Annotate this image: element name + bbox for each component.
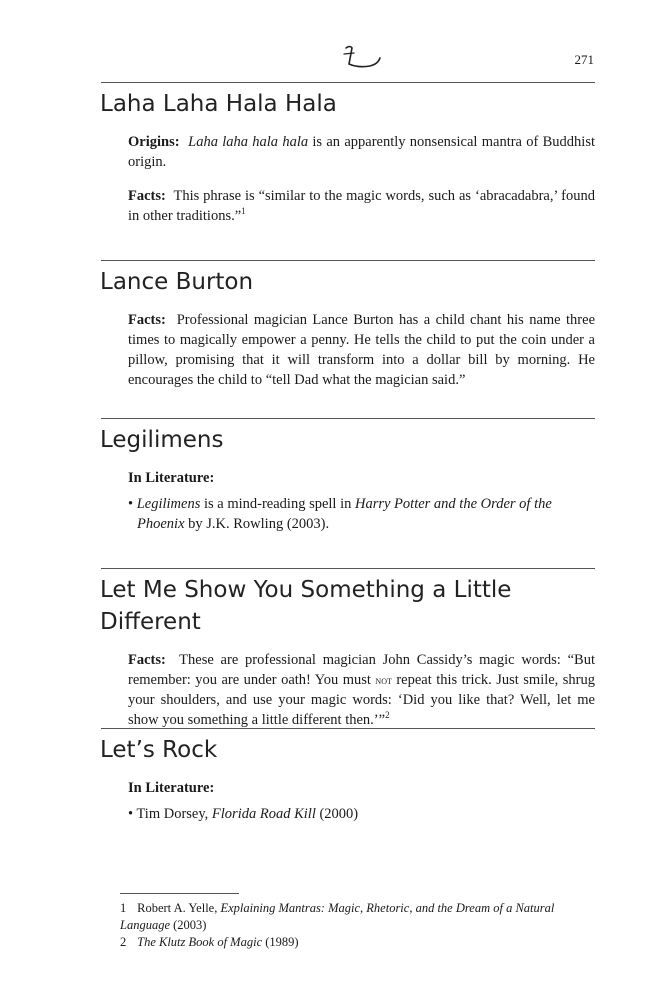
book-title: Harry Potter and the Order of the Phoenix xyxy=(137,496,552,532)
book-title: Florida Road Kill xyxy=(211,806,316,822)
entry-lets-rock xyxy=(101,728,595,824)
entry-body xyxy=(128,650,595,730)
literature-label: In Literature: xyxy=(128,470,215,486)
footnote-title: The Klutz Book of Magic xyxy=(137,935,263,949)
entry-body xyxy=(128,132,595,226)
facts-text-cont: repeat this trick. Just smile, shrug your shoulders, and use your magic words: ‘Did you like that? Well, let me show you something a little different then.’” xyxy=(128,672,595,728)
facts-text: These are professional magician John Cassidy’s magic words: “But remember: you are under oath! You must xyxy=(128,652,596,688)
footnote-author: Robert A. Yelle, xyxy=(137,901,221,915)
entry-heading: Let Me Show You Something a Little Different xyxy=(100,577,512,635)
entry-body xyxy=(128,310,595,390)
spell-term: Legilimens xyxy=(136,496,201,512)
origins-paragraph xyxy=(128,132,595,172)
entry-laha-laha-hala-hala xyxy=(101,82,595,226)
footnote-ref: 2 xyxy=(385,710,390,721)
facts-paragraph xyxy=(128,186,595,226)
origins-label: Origins: xyxy=(128,134,180,150)
bullet-mark: • xyxy=(128,806,134,822)
footnote-title: Explaining Mantras: Magic, Rhetoric, and the Dream of a Natural Language xyxy=(120,901,555,932)
ornament-swash-icon xyxy=(340,42,388,72)
section-divider xyxy=(101,82,595,83)
footnote-ref: 1 xyxy=(241,206,246,217)
entry-let-me-show-you xyxy=(101,568,595,730)
entry-body xyxy=(128,468,595,534)
footnote-number: 1 xyxy=(120,901,127,915)
literature-item xyxy=(128,494,595,534)
section-divider xyxy=(101,260,595,261)
literature-item-text: is a mind-reading spell in xyxy=(200,496,355,512)
literature-item xyxy=(128,804,595,824)
facts-paragraph xyxy=(128,310,595,390)
footnotes xyxy=(120,900,595,951)
facts-text: This phrase is “similar to the magic words, such as ‘abracadabra,’ found in other traditions.” xyxy=(128,188,595,224)
footnote-2 xyxy=(120,934,595,951)
footnote-number: 2 xyxy=(120,935,127,949)
footnote-divider xyxy=(120,893,239,894)
literature-item-end: (2000) xyxy=(315,806,359,822)
entry-legilimens xyxy=(101,418,595,534)
footnote-rest: (1989) xyxy=(262,935,299,949)
entry-lance-burton xyxy=(101,260,595,390)
section-divider xyxy=(101,418,595,419)
page-number: 271 xyxy=(574,52,594,67)
entry-heading: Lance Burton xyxy=(100,269,254,295)
entry-heading: Let’s Rock xyxy=(100,737,218,763)
facts-emphasis: not xyxy=(375,673,392,687)
footnote-1 xyxy=(120,900,595,934)
author-name: Tim Dorsey, xyxy=(136,806,212,822)
entry-heading: Laha Laha Hala Hala xyxy=(100,91,337,117)
origins-text: is an apparently nonsensical mantra of Buddhist origin. xyxy=(128,134,595,170)
facts-label: Facts: xyxy=(128,312,166,328)
section-divider xyxy=(101,728,595,729)
literature-item-end: by J.K. Rowling (2003). xyxy=(184,516,330,532)
entry-heading: Legilimens xyxy=(100,427,224,453)
facts-label: Facts: xyxy=(128,652,166,668)
entry-body xyxy=(128,778,595,824)
section-divider xyxy=(101,568,595,569)
bullet-mark: • xyxy=(128,496,134,512)
mantra-term: Laha laha hala hala xyxy=(188,134,309,150)
footnote-rest: (2003) xyxy=(170,918,207,932)
facts-paragraph xyxy=(128,650,595,730)
facts-text: Professional magician Lance Burton has a child chant his name three times to magically empower a penny. He tells the child to put the coin under a pillow, promising that it will transform into a dollar bill by morning. He encourages the child to “tell Dad what the magician said.” xyxy=(128,312,596,388)
literature-label: In Literature: xyxy=(128,780,215,796)
facts-label: Facts: xyxy=(128,188,166,204)
